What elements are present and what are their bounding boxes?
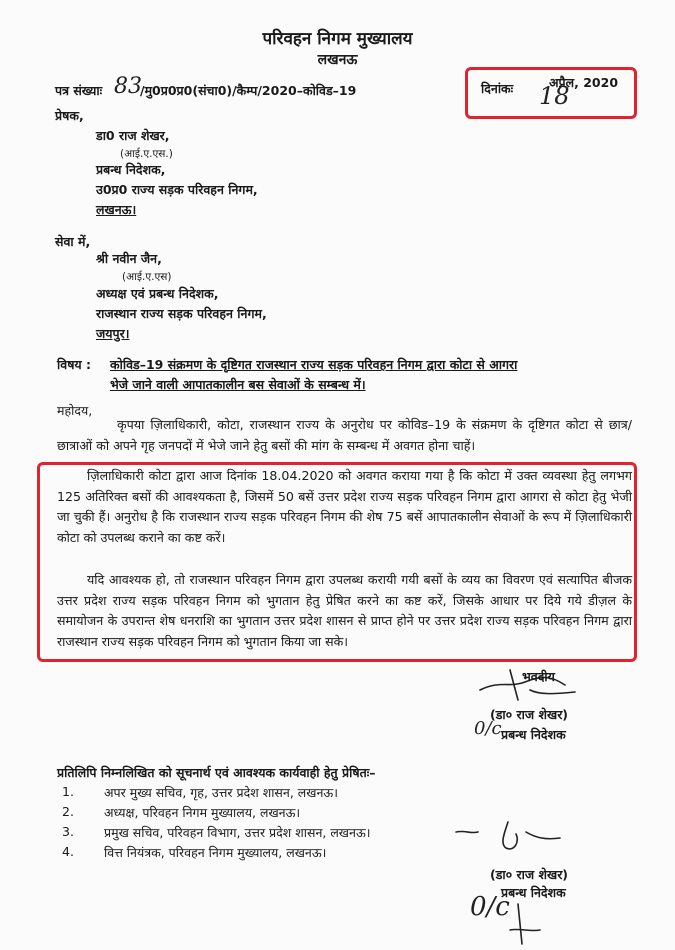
recipient-organisation: राजस्थान राज्य सड़क परिवहन निगम, [96,306,267,321]
signatory-designation-1: प्रबन्ध निदेशक [501,727,566,742]
office-title: परिवहन निगम मुख्यालय [262,29,413,49]
recipient-label: सेवा में, [55,234,91,249]
handwritten-letter-number: 83 [114,74,142,99]
recipient-service: (आई.ए.एस) [122,271,172,283]
closing-yours-faithfully: भवदीय [522,669,555,684]
signatory-name-2: (डा० राज शेखर) [490,867,569,882]
recipient-designation: अध्यक्ष एवं प्रबन्ध निदेशक, [96,286,219,301]
subject-line-1: कोविड–19 संक्रमण के दृष्टिगत राजस्थान राज्य सड़क परिवहन निगम द्वारा कोटा से आगरा [110,357,518,372]
paragraph-1: कृपया ज़िलाधिकारी, कोटा, राजस्थान राज्य के अनुरोध पर कोविड–19 के संक्रमण के दृष्टिगत कोटा से छात्र/छात्राओं को अपने गृह जनपदों में भेजे जाने हेतु बसों की मांग के सम्बन्ध में अवगत होना चाहें। [57,417,632,453]
sender-service: (आई.ए.एस.) [120,148,173,160]
handwritten-date-day: 18 [539,82,570,110]
signatory-designation-2: प्रबन्ध निदेशक [501,885,566,900]
copy-to-item-number: 1. [62,784,74,799]
letter-number-suffix: /मु0प्र0प्र0(संचा0)/कैम्प/2020–कोविड–19 [140,83,357,98]
copy-to-heading: प्रतिलिपि निम्नलिखित को सूचनार्थ एवं आवश्यक कार्यवाही हेतु प्रेषितः– [57,765,376,780]
subject-line-2: भेजे जाने वाली आपातकालीन बस सेवाओं के सम्बन्ध में। [110,377,366,392]
handwritten-oc-mark-2: 0/c [470,892,510,922]
paragraph-2: ज़िलाधिकारी कोटा द्वारा आज दिनांक 18.04.2020 को अवगत कराया गया है कि कोटा में उक्त व्यवस्था हेतु लगभग 125 अतिरिक्त बसों की आवश्यकता है, जिसमें 50 बसें उत्तर प्रदेश राज्य सड़क परिवहन निगम द्वारा आगरा से कोटा हेतु भेजी जा चुकी हैं। अनुरोध है कि राजस्थान राज्य सड़क परिवहन निगम की शेष 75 बसें आपातकालीन सेवाओं के रूप में ज़िलाधिकारी कोटा को उपलब्ध कराने का कष्ट करें। [57,468,632,545]
subject-label: विषय : [57,357,92,372]
letter-number-label: पत्र संख्याः [55,83,103,98]
copy-to-item-number: 4. [62,844,74,859]
handwritten-oc-mark-1: 0/c [474,718,502,739]
copy-to-item-text: अध्यक्ष, परिवहन निगम मुख्यालय, लखनऊ। [104,805,301,820]
recipient-name: श्री नवीन जैन, [96,251,162,266]
office-city: लखनऊ [317,52,358,68]
recipient-city: जयपुर। [96,326,130,341]
copy-to-item-text: वित्त नियंत्रक, परिवहन निगम मुख्यालय, लखनऊ। [104,845,327,860]
date-month-year: अप्रैल, 2020 [549,75,619,90]
sender-city: लखनऊ। [96,202,137,217]
copy-to-item-text: अपर मुख्य सचिव, गृह, उत्तर प्रदेश शासन, लखनऊ। [104,785,338,800]
paragraph-3: यदि आवश्यक हो, तो राजस्थान परिवहन निगम द्वारा उपलब्ध करायी गयी बसों के व्यय का विवरण एवं सत्यापित बीजक उत्तर प्रदेश राज्य सड़क परिवहन निगम को भुगतान हेतु प्रेषित करने का कष्ट करें, जिसके आधार पर दिये गये डीज़ल के समायोजन के उपरान्त शेष धनराशि का भुगतान उत्तर प्रदेश शासन से प्राप्त होने पर उत्तर प्रदेश राज्य सड़क परिवहन निगम द्वारा राजस्थान राज्य सड़क परिवहन निगम को भुगतान किया जा सके। [57,572,632,649]
signatory-name-1: (डा० राज शेखर) [490,707,569,722]
copy-to-item-text: प्रमुख सचिव, परिवहन विभाग, उत्तर प्रदेश शासन, लखनऊ। [104,825,371,840]
sender-label: प्रेषक, [55,108,84,123]
salutation: महोदय, [57,403,93,418]
signature-scribble-2 [448,812,568,862]
sender-name: डा0 राज शेखर, [96,128,170,143]
sender-designation: प्रबन्ध निदेशक, [96,162,166,177]
copy-to-item-number: 3. [62,824,74,839]
sender-organisation: उ0प्र0 राज्य सड़क परिवहन निगम, [96,182,258,197]
copy-to-item-number: 2. [62,804,74,819]
signature-stroke-2 [500,900,560,946]
date-label: दिनांकः [481,81,514,96]
